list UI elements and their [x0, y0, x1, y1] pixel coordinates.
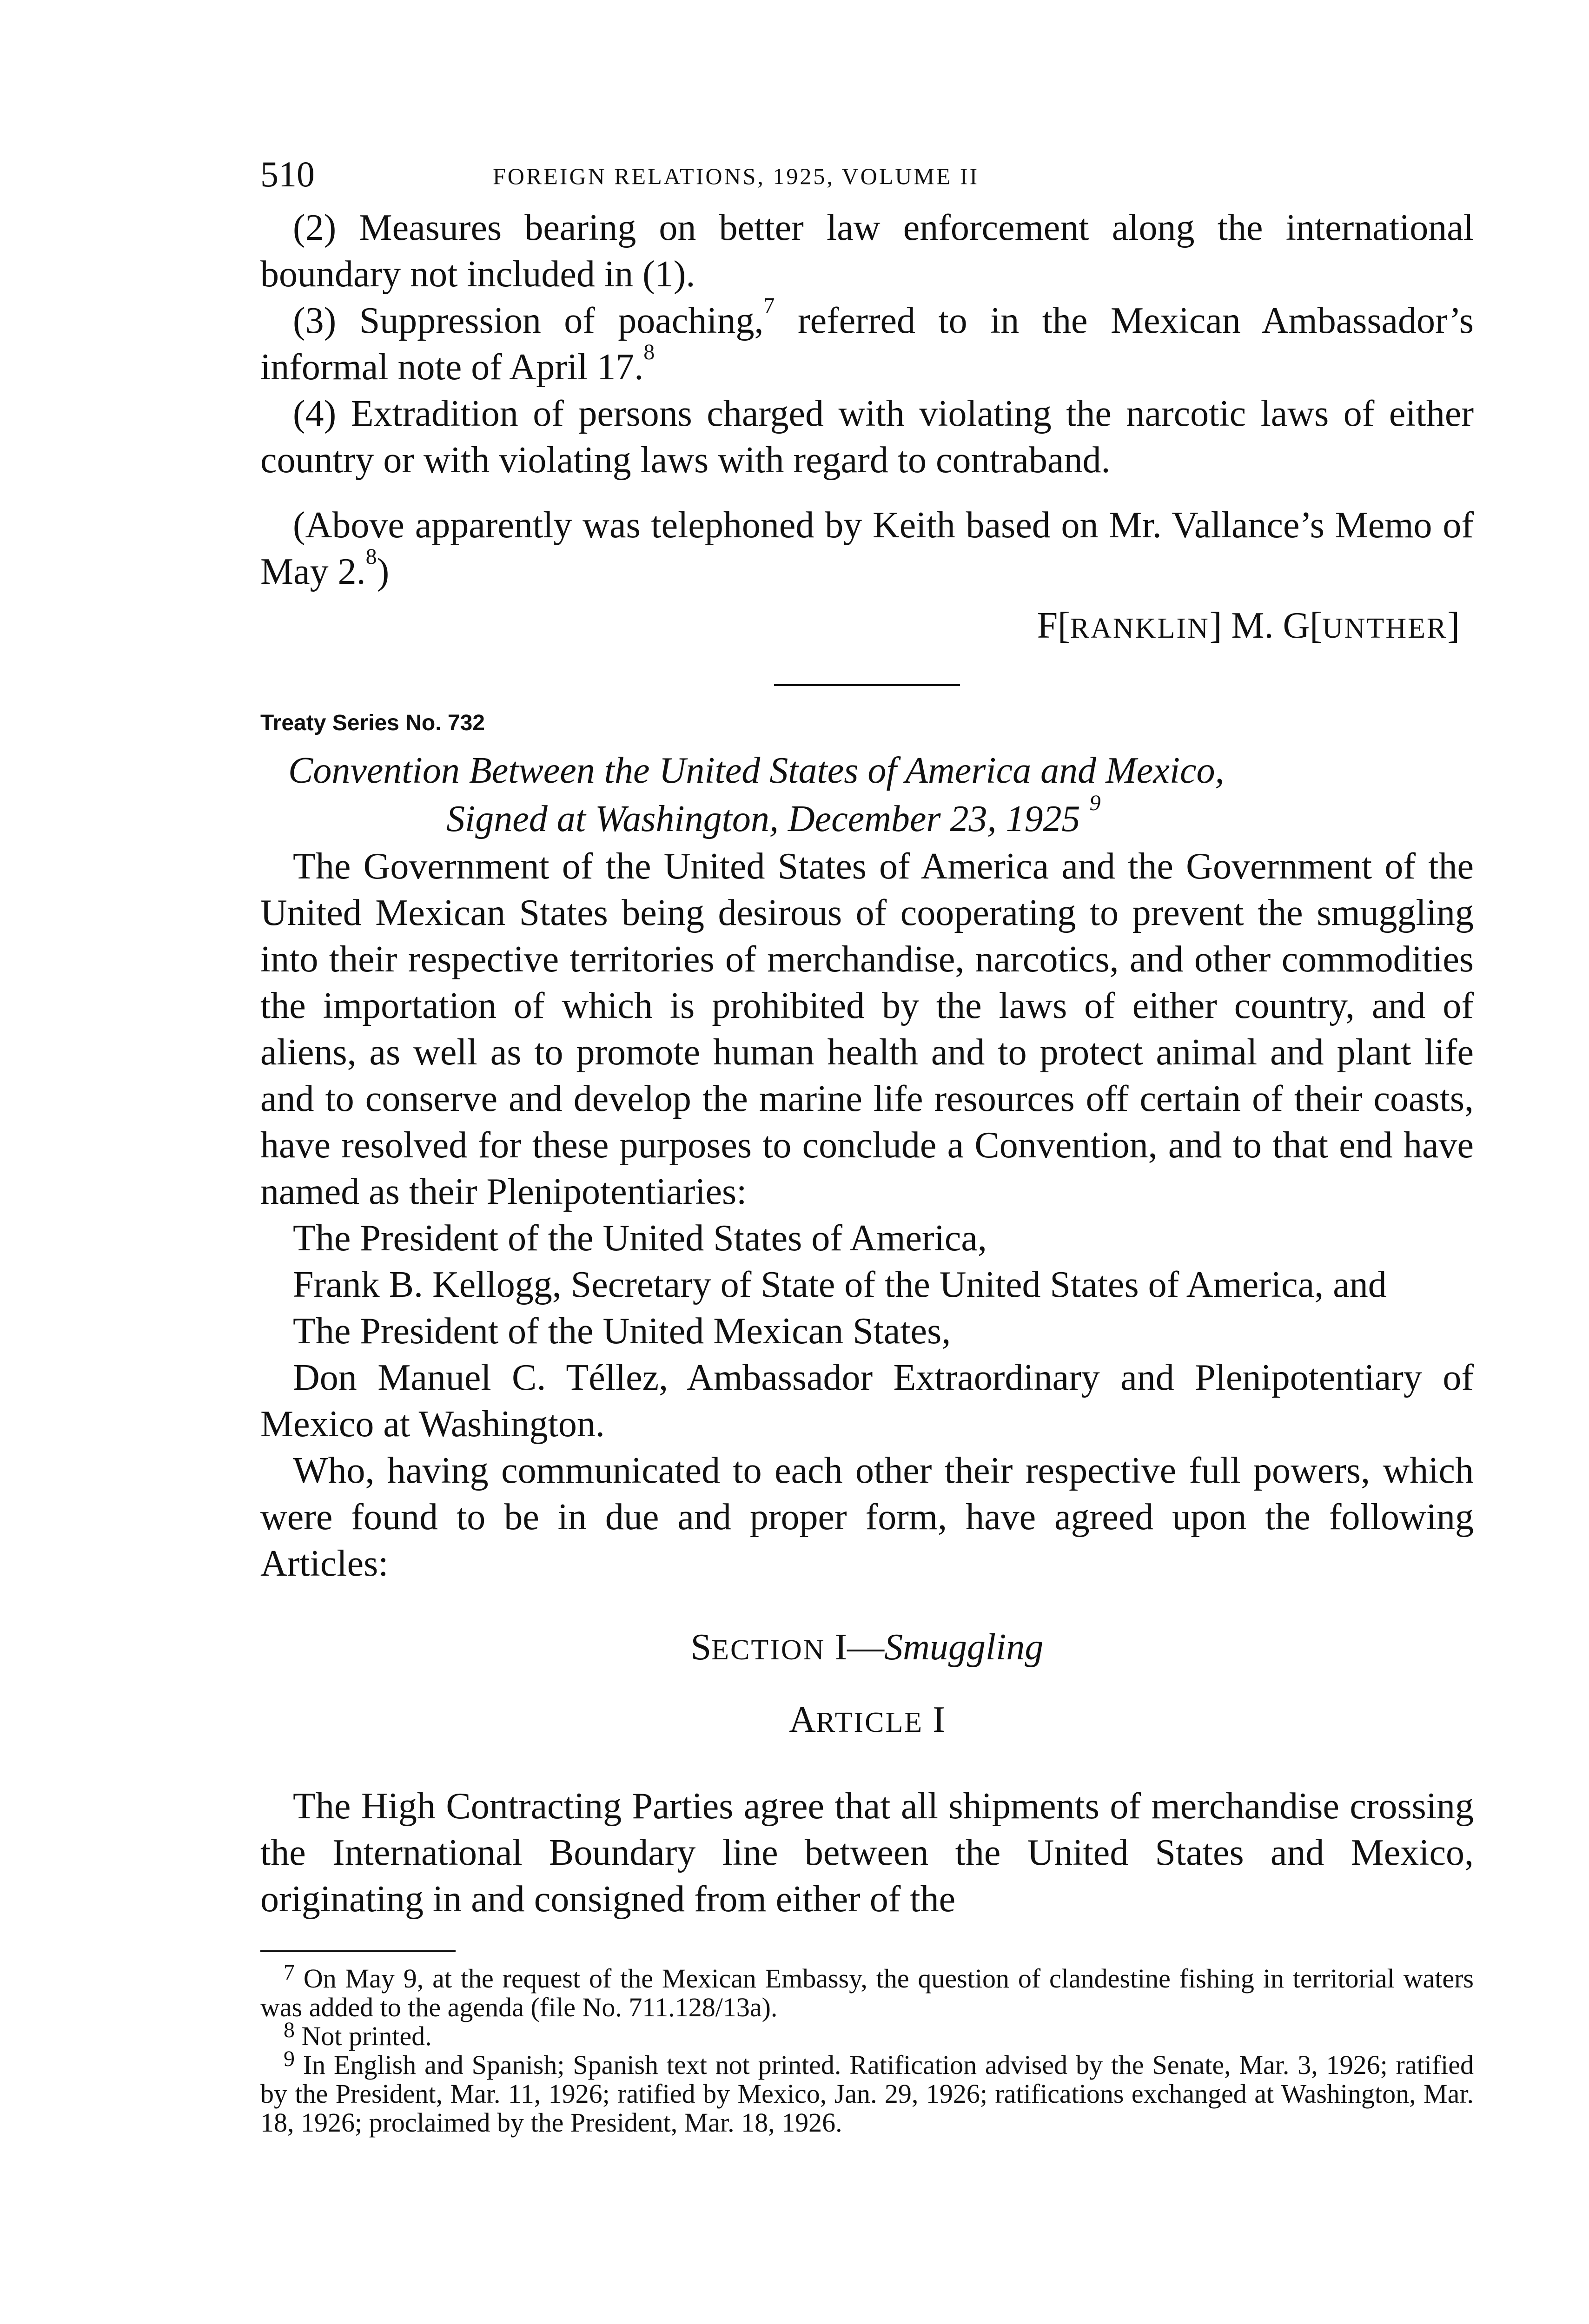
footnote-rule	[260, 1950, 456, 1952]
footnote-ref: 7	[763, 293, 775, 318]
footnote: $^9$ In English and Spanish; Spanish text not printed. Ratification advised by the Senate, Mar. 3, 1926; ratified by the President, Mar. 11, 1926; ratified by Mexico, Jan. 29, 1926; ratifications exchanged at Washington, Mar. 18, 1926; proclaimed by the President, Mar. 18, 1926.	[260, 2047, 1474, 2138]
paragraph: Frank B. Kellogg, Secretary of State of the United States of America, and	[293, 1264, 1387, 1305]
footnote-ref: 8	[365, 544, 377, 569]
paragraph: The President of the United Mexican States,	[293, 1311, 951, 1352]
paragraph: The Government of the United States of America and the Government of the United Mexican States being desirous of cooperating to prevent the smuggling into their respective territories of merchandise, narcotics, and other commodities the importation of which is prohibited by the laws of either country, and of aliens, as well as to promote human health and to protect animal and plant life and to conserve and develop the marine life resources off certain of their coasts, have resolved for these purposes to conclude a Convention, and to that end have named as their Plenipotentiaries:	[260, 846, 1474, 1212]
article-heading: ARTICLE I	[789, 1699, 945, 1740]
memo-note: (Above apparently was telephoned by Keith based on Mr. Vallance’s Memo of May 2.$^8$)	[260, 505, 1474, 592]
article-text: The High Contracting Parties agree that all shipments of merchandise crossing the International Boundary line between the United States and Mexico, originating in and consigned from either of the	[260, 1786, 1474, 1920]
list-item: (3) Suppression of poaching,$^7$ referred to in the Mexican Ambassador’s informal note of April 17.$^8$	[260, 293, 1474, 388]
footnote: $^7$ On May 9, at the request of the Mexican Embassy, the question of clandestine fishing in territorial waters was added to the agenda (file No. 711.128/13a).	[260, 1960, 1474, 2022]
running-title: FOREIGN RELATIONS, 1925, VOLUME II	[493, 163, 980, 189]
footnotes	[260, 1960, 1474, 2138]
paragraph: The President of the United States of America,	[293, 1218, 987, 1259]
separator-rule	[774, 684, 960, 686]
paragraph: Who, having communicated to each other their respective full powers, which were found to be in due and proper form, have agreed upon the following Articles:	[260, 1450, 1474, 1584]
body-text	[260, 205, 1474, 1922]
list-item: (2) Measures bearing on better law enforcement along the international boundary not included in (1).	[260, 207, 1474, 295]
footnote-ref: 8	[643, 340, 655, 364]
signature: F[RANKLIN] M. G[UNTHER]	[1037, 605, 1460, 646]
document-page	[260, 153, 1474, 2137]
list-item: (4) Extradition of persons charged with violating the narcotic laws of either country or with violating laws with regard to contraband.	[260, 393, 1474, 481]
section-heading: SECTION I—Smuggling	[690, 1627, 1044, 1668]
page-number: 510	[260, 154, 315, 194]
paragraph: Don Manuel C. Téllez, Ambassador Extraordinary and Plenipotentiary of Mexico at Washington.	[260, 1357, 1474, 1445]
footnote-ref: 9	[1089, 791, 1101, 815]
footnote: $^8$ Not printed.	[284, 2018, 432, 2051]
treaty-series-label: Treaty Series No. 732	[260, 711, 485, 735]
running-header	[260, 153, 1474, 205]
convention-title: Convention Between the United States of America and Mexico, Signed at Washington, December 23, 1925 $^9$	[288, 750, 1225, 839]
